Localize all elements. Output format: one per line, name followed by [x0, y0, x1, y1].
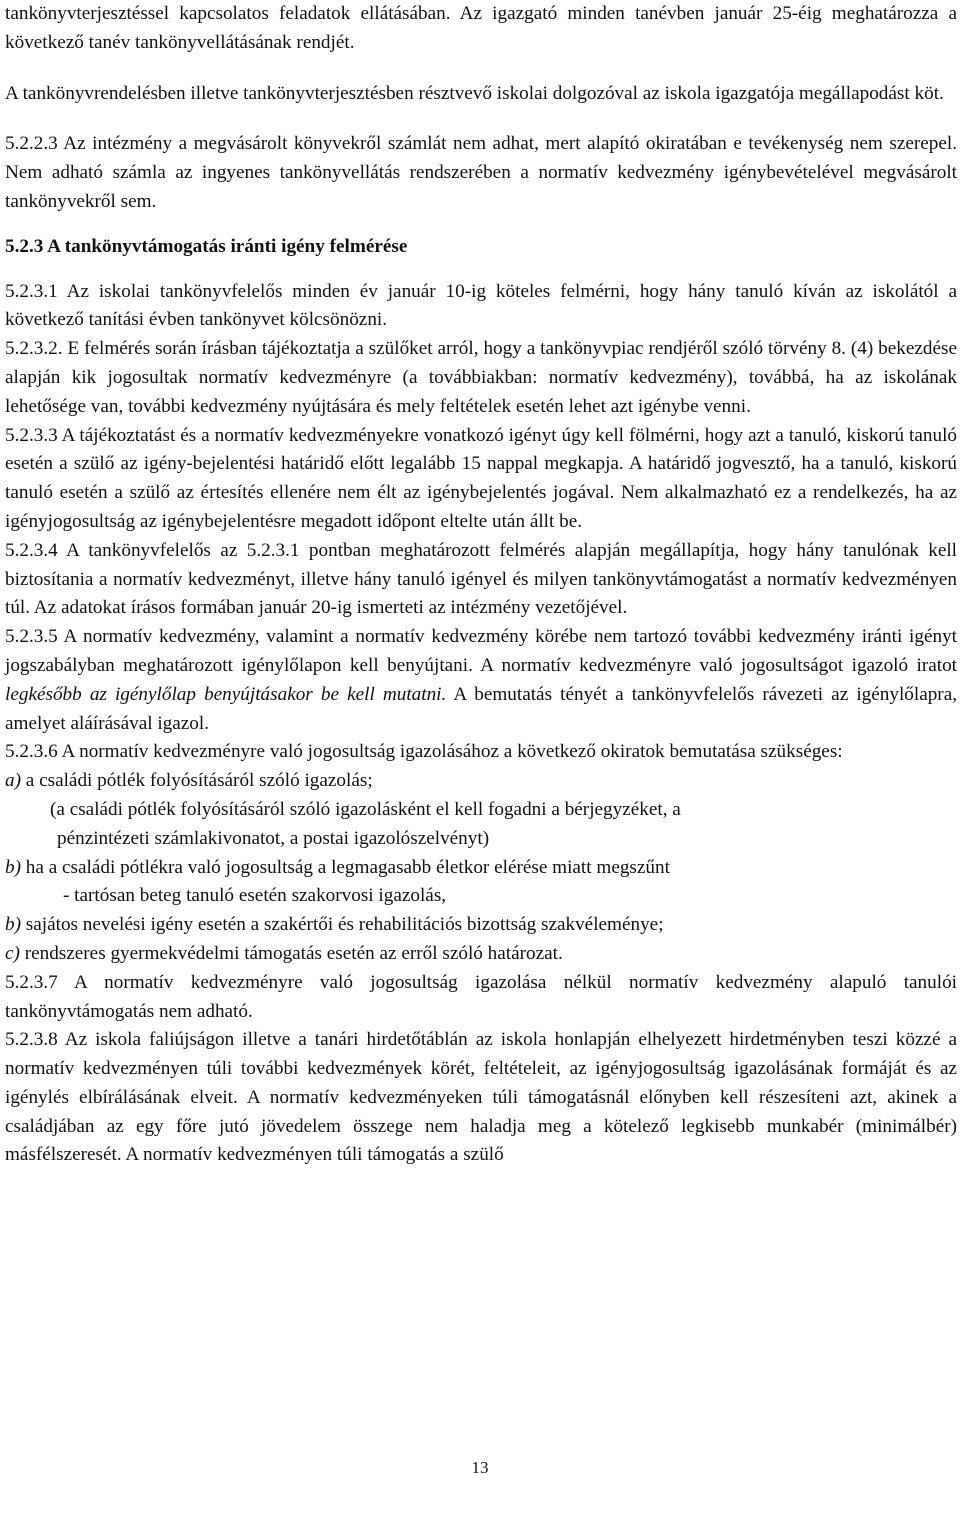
document-page: [5, 0, 957, 1170]
paragraph-5-2-3-4: 5.2.3.4 A tankönyvfelelős az 5.2.3.1 pontban meghatározott felmérés alapján megállapítja, hogy hány tanulónak kell biztosítania a normatív kedvezményt, illetve hány tanuló igényel és milyen tankönyvtámogatást a normatív kedvezményen túl. Az adatokat írásos formában január 20-ig ismerteti az intézmény vezetőjével.: [5, 539, 957, 619]
list-item-b-note: - tartósan beteg tanuló esetén szakorvosi igazolás,: [63, 885, 447, 907]
list-item-a-note-line1: (a családi pótlék folyósításáról szóló igazolásként el kell fogadni a bérjegyzéket, a: [50, 798, 681, 820]
page-number: 13: [471, 1458, 489, 1477]
paragraph-5-2-3-5-emphasis: legkésőbb az igénylőlap benyújtásakor be kell mutatni.: [5, 683, 447, 705]
list-item-text: sajátos nevelési igény esetén a szakértői és rehabilitációs bizottság szakvéleménye;: [20, 914, 664, 936]
paragraph-5-2-3-7: 5.2.3.7 A normatív kedvezményre való jogosultság igazolása nélkül normatív kedvezmény alapuló tanulói tankönyvtámogatás nem adható.: [5, 971, 957, 1022]
list-item-b-second: [5, 911, 957, 940]
paragraph-5-2-3-3: 5.2.3.3 A tájékoztatást és a normatív kedvezményekre vonatkozó igényt úgy kell fölmérni, hogy azt a tanuló, kiskorú tanuló esetén a szülő az igény-bejelentési határidő előtt legalább 15 nappal megkapja. A határidő jogvesztő, ha a tanuló, kiskorú tanuló esetén a szülő az értesítés ellenére nem élt az igénybejelentés jogával. Nem alkalmazható ez a rendelkezés, ha az igényjogosultság az igénybejelentésre megadott időpont eltelte után állt be.: [5, 424, 957, 532]
paragraph-5-2-3-6: 5.2.3.6 A normatív kedvezményre való jogosultság igazolásához a következő okiratok bemutatása szükséges:: [5, 741, 843, 763]
list-item-text: a családi pótlék folyósításáról szóló igazolás;: [20, 770, 373, 792]
list-item-text: rendszeres gyermekvédelmi támogatás esetén az erről szóló határozat.: [19, 942, 563, 964]
paragraph-5-2-3-8: 5.2.3.8 Az iskola faliújságon illetve a tanári hirdetőtáblán az iskola honlapján elhelyezett hirdetményben teszi közzé a normatív kedvezményen túli további kedvezmények körét, feltételeit, az igényjogosultság igazolásának formáját és az igénylés elbírálásának elveit. A normatív kedvezményeken túli támogatásnál előnyben kell részesíteni azt, akinek a családjában az egy főre jutó jövedelem összege nem haladja meg a kötelező legkisebb munkabér (minimálbér) másfélszeresét. A normatív kedvezményen túli támogatás a szülő: [5, 1029, 957, 1166]
list-marker: b): [5, 856, 21, 878]
list-marker: a): [5, 770, 21, 792]
paragraph-5-2-2-3: 5.2.2.3 Az intézmény a megvásárolt könyvekről számlát nem adhat, mert alapító okiratában e tevékenység nem szerepel. Nem adható számla az ingyenes tankönyvellátás rendszerében a normatív kedvezmény igénybevételével megvásárolt tankönyvekről sem.: [5, 133, 957, 212]
list-item-a: [5, 767, 957, 796]
paragraph-5-2-3-1: 5.2.3.1 Az iskolai tankönyvfelelős minden év január 10-ig köteles felmérni, hogy hány tanuló kíván az iskolától a következő tanítási évben tankönyvet kölcsönözni.: [5, 280, 957, 331]
list-item-b: [5, 854, 957, 883]
paragraph-5-2-3-5-text: 5.2.3.5 A normatív kedvezmény, valamint a normatív kedvezmény körébe nem tartozó további kedvezmény iránti igényt jogszabályban meghatározott igénylőlapon kell benyújtani. A normatív kedvezményre való jogosultságot igazoló iratot: [5, 626, 957, 676]
list-marker: c): [5, 942, 20, 964]
list-item-c: [5, 940, 957, 969]
paragraph-5-2-3-5: [5, 623, 957, 738]
paragraph-intro: tankönyvterjesztéssel kapcsolatos feladatok ellátásában. Az igazgató minden tanévben január 25-éig meghatározza a következő tanév tankönyvellátásának rendjét.: [5, 3, 957, 53]
list-item-text: ha a családi pótlékra való jogosultság a legmagasabb életkor elérése miatt megszűnt: [20, 856, 670, 878]
paragraph-agreement: A tankönyvrendelésben illetve tankönyvterjesztésben résztvevő iskolai dolgozóval az iskola igazgatója megállapodást köt.: [5, 82, 944, 104]
paragraph-5-2-3-5-rest: A bemutatás tényét a tankönyvfelelős rávezeti az igénylőlapra, amelyet aláírásával igazol.: [5, 683, 958, 734]
list-item-a-note-line2: pénzintézeti számlakivonatot, a postai igazolószelvényt): [57, 827, 490, 849]
section-heading: 5.2.3 A tankönyvtámogatás iránti igény felmérése: [5, 235, 408, 257]
list-marker: b): [5, 914, 21, 936]
paragraph-5-2-3-2: 5.2.3.2. E felmérés során írásban tájékoztatja a szülőket arról, hogy a tankönyvpiac rendjéről szóló törvény 8. (4) bekezdése alapján kik jogosultak normatív kedvezményre (a továbbiakban: normatív kedvezmény), továbbá, ha az iskolának lehetősége van, további kedvezmény nyújtására és mely feltételek esetén lehet azt igénybe venni.: [5, 338, 957, 417]
